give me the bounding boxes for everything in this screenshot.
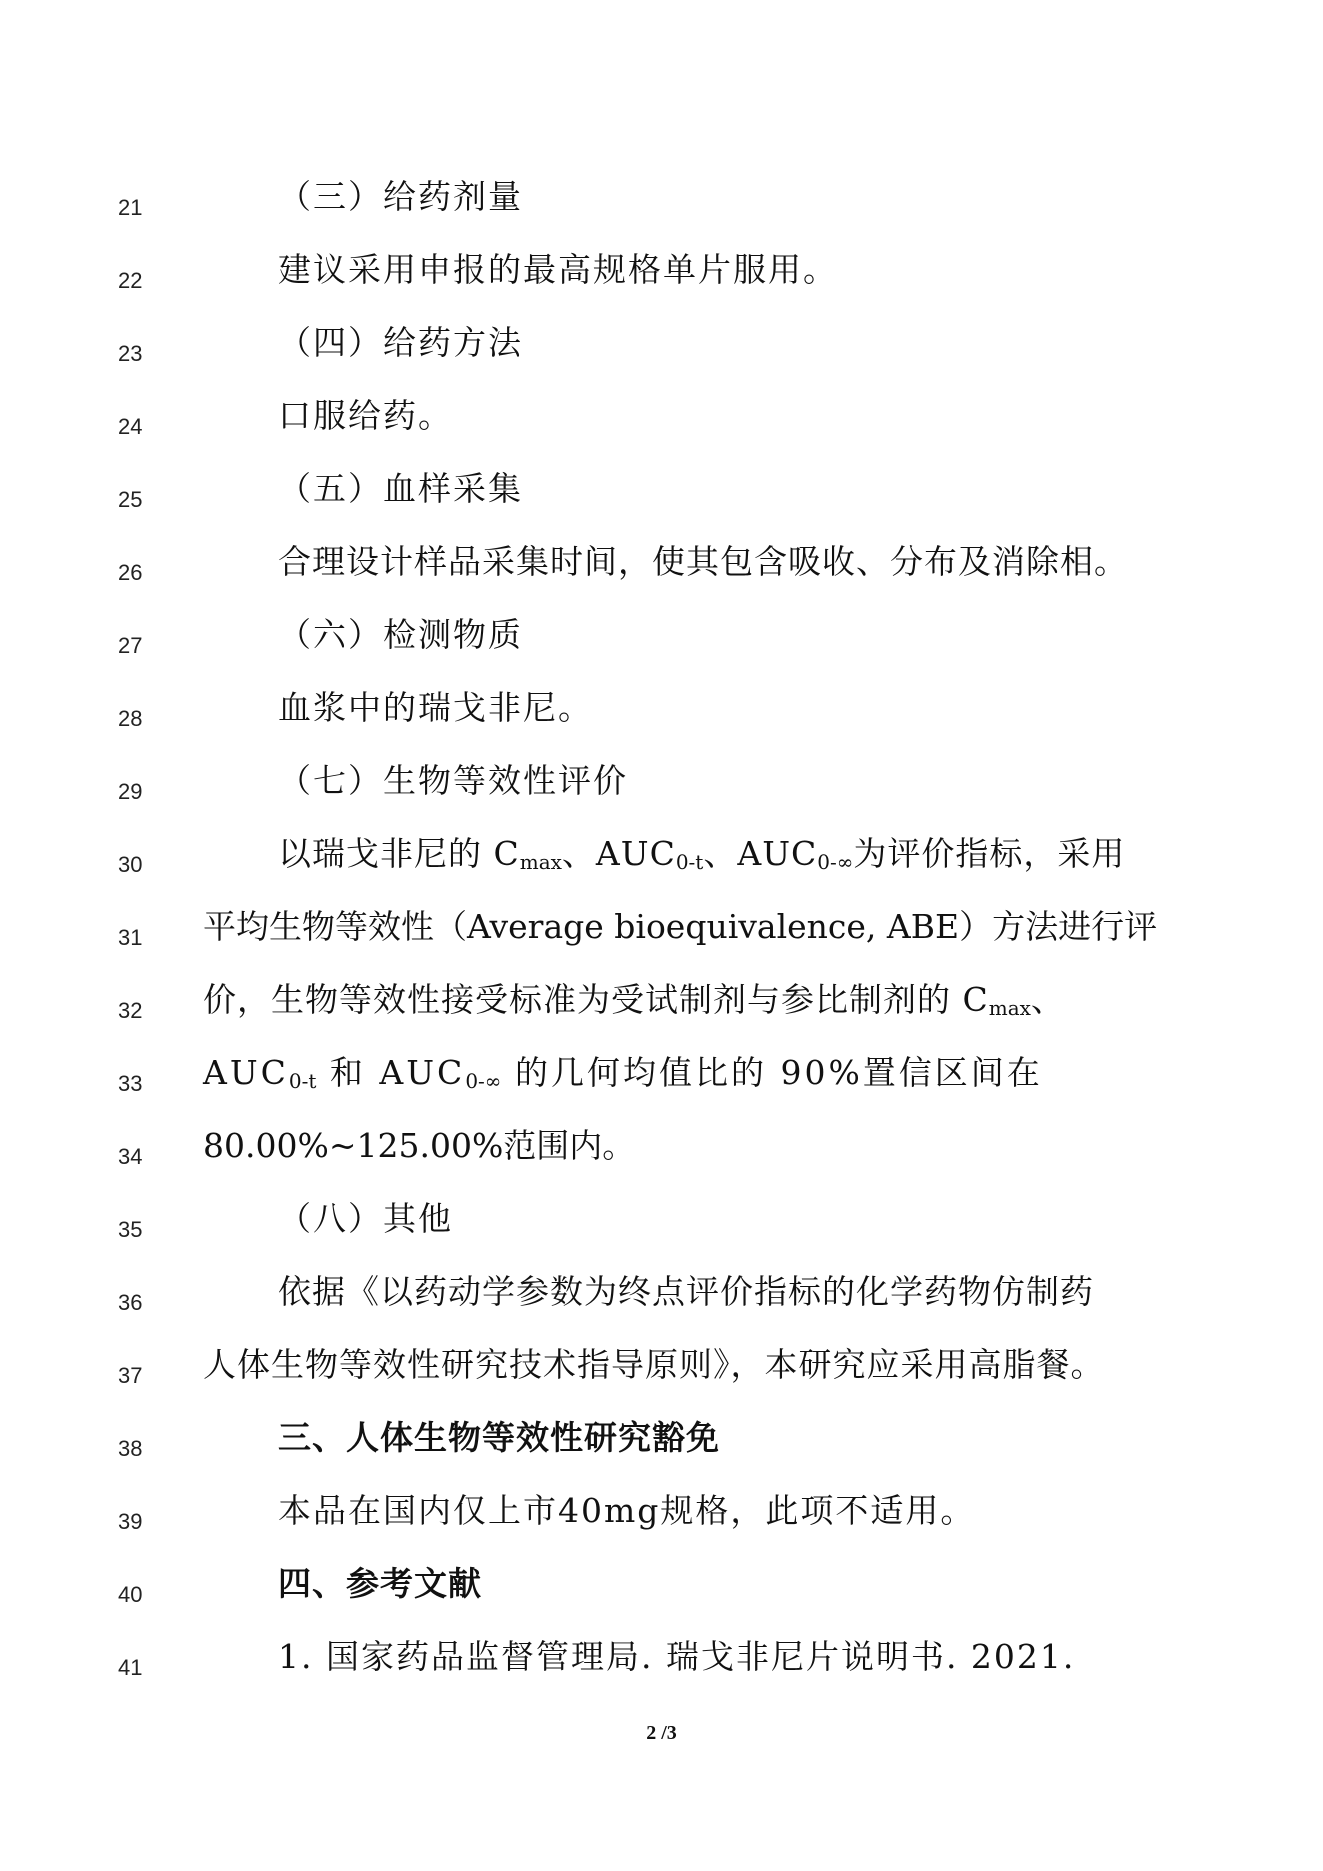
line-number: 25	[118, 487, 143, 512]
document-line	[0, 749, 1323, 823]
document-line	[0, 822, 1323, 896]
line-number: 24	[118, 414, 143, 439]
document-line	[0, 968, 1323, 1042]
paragraph-text: 80.00%~125.00%范围内。	[203, 1126, 636, 1165]
subsection-heading: （六）检测物质	[278, 615, 523, 654]
document-line	[0, 1552, 1323, 1626]
document-line	[0, 384, 1323, 458]
line-number: 40	[118, 1582, 143, 1607]
subscript: 0-∞	[817, 850, 854, 874]
paragraph-text: 合理设计样品采集时间，使其包含吸收、分布及消除相。	[278, 542, 1128, 581]
line-number: 30	[118, 852, 143, 877]
paragraph-text: 平均生物等效性（Average bioequivalence, ABE）方法进行评	[203, 907, 1158, 946]
text-run: 价，生物等效性接受标准为受试制剂与参比制剂的 C	[203, 980, 989, 1019]
document-line	[0, 1625, 1323, 1699]
line-number: 31	[118, 925, 143, 950]
line-number: 39	[118, 1509, 143, 1534]
line-number: 33	[118, 1071, 143, 1096]
paragraph-text	[203, 1053, 1043, 1093]
line-number: 21	[118, 195, 143, 220]
document-line	[0, 603, 1323, 677]
text-run: 、	[1030, 980, 1065, 1019]
line-number: 35	[118, 1217, 143, 1242]
paragraph-text: 人体生物等效性研究技术指导原则》，本研究应采用高脂餐。	[203, 1345, 1105, 1384]
text-run: 为评价指标，采用	[853, 834, 1126, 873]
line-number: 27	[118, 633, 143, 658]
line-number: 34	[118, 1144, 143, 1169]
document-line	[0, 530, 1323, 604]
text-run: 和 AUC	[316, 1053, 466, 1092]
paragraph-text: 依据《以药动学参数为终点评价指标的化学药物仿制药	[278, 1272, 1094, 1311]
line-number: 29	[118, 779, 143, 804]
subscript: max	[519, 850, 562, 874]
paragraph-text	[203, 980, 1065, 1020]
section-heading: 四、参考文献	[278, 1564, 482, 1603]
text-run: 、AUC	[703, 834, 818, 873]
paragraph-text: 建议采用申报的最高规格单片服用。	[278, 250, 838, 289]
paragraph-text: 口服给药。	[278, 396, 453, 435]
subscript: max	[988, 996, 1031, 1020]
text-run: 以瑞戈非尼的 C	[278, 834, 520, 873]
line-number: 22	[118, 268, 143, 293]
text-run: AUC	[203, 1053, 289, 1092]
line-number: 26	[118, 560, 143, 585]
subscript: 0-t	[288, 1069, 317, 1093]
subsection-heading: （四）给药方法	[278, 323, 523, 362]
line-number: 23	[118, 341, 143, 366]
reference-item: 1. 国家药品监督管理局. 瑞戈非尼片说明书. 2021.	[278, 1637, 1076, 1676]
document-line	[0, 1187, 1323, 1261]
document-line	[0, 457, 1323, 531]
line-number: 38	[118, 1436, 143, 1461]
paragraph-text: 血浆中的瑞戈非尼。	[278, 688, 593, 727]
document-line	[0, 1260, 1323, 1334]
document-line	[0, 676, 1323, 750]
document-line	[0, 1479, 1323, 1553]
section-heading: 三、人体生物等效性研究豁免	[278, 1418, 720, 1457]
subsection-heading: （七）生物等效性评价	[278, 761, 628, 800]
subscript: 0-t	[675, 850, 704, 874]
paragraph-text	[278, 834, 1125, 874]
line-number: 37	[118, 1363, 143, 1388]
document-line	[0, 311, 1323, 385]
document-line	[0, 1406, 1323, 1480]
subsection-heading: （八）其他	[278, 1199, 453, 1238]
line-number: 36	[118, 1290, 143, 1315]
document-line	[0, 165, 1323, 239]
paragraph-text: 本品在国内仅上市40mg规格，此项不适用。	[278, 1491, 976, 1530]
subsection-heading: （三）给药剂量	[278, 177, 523, 216]
subscript: 0-∞	[465, 1069, 502, 1093]
subsection-heading: （五）血样采集	[278, 469, 523, 508]
document-line	[0, 1333, 1323, 1407]
text-run: 、AUC	[561, 834, 676, 873]
document-line	[0, 238, 1323, 312]
page-number: 2 /3	[646, 1722, 677, 1744]
text-run: 的几何均值比的 90%置信区间在	[501, 1053, 1043, 1092]
line-number: 41	[118, 1655, 143, 1680]
document-line	[0, 1114, 1323, 1188]
line-number: 28	[118, 706, 143, 731]
document-line	[0, 1041, 1323, 1115]
document-line	[0, 895, 1323, 969]
line-number: 32	[118, 998, 143, 1023]
